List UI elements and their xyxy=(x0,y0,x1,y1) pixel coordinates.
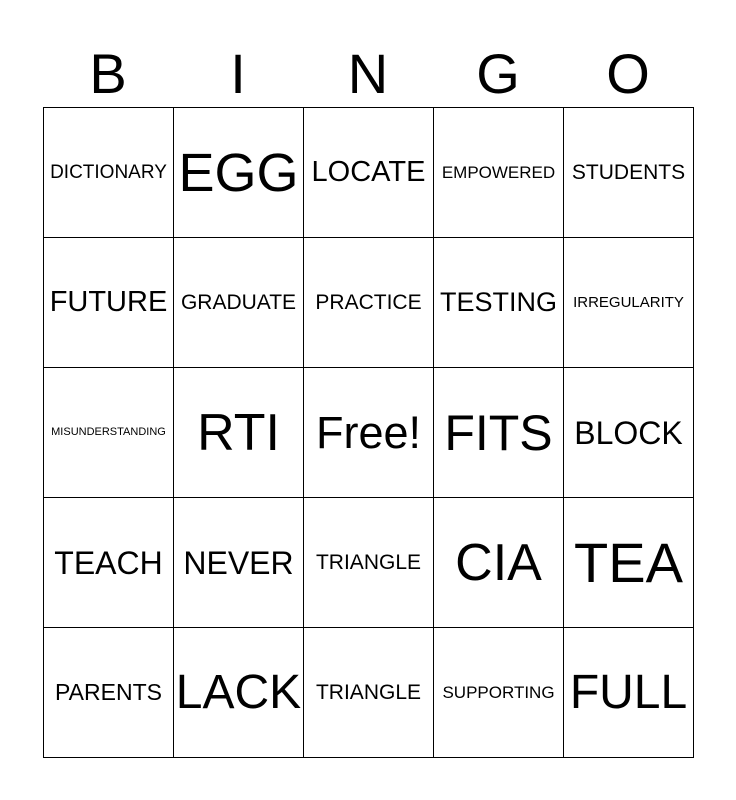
bingo-cell: CIA xyxy=(434,498,564,628)
bingo-header xyxy=(43,40,693,108)
bingo-cell: IRREGULARITY xyxy=(564,238,694,368)
bingo-cell: LACK xyxy=(174,628,304,758)
bingo-cell: TEACH xyxy=(44,498,174,628)
bingo-cell: FULL xyxy=(564,628,694,758)
header-letter-n: N xyxy=(347,42,389,105)
bingo-cell free-space: Free! xyxy=(304,368,434,498)
bingo-cell: LOCATE xyxy=(304,108,434,238)
bingo-cell: PARENTS xyxy=(44,628,174,758)
bingo-board xyxy=(43,107,694,758)
bingo-cell: BLOCK xyxy=(564,368,694,498)
bingo-cell: NEVER xyxy=(174,498,304,628)
bingo-cell: TEA xyxy=(564,498,694,628)
bingo-cell: FITS xyxy=(434,368,564,498)
bingo-cell: TESTING xyxy=(434,238,564,368)
header-letter-o: O xyxy=(606,42,650,105)
bingo-cell: DICTIONARY xyxy=(44,108,174,238)
header-letter-g: G xyxy=(476,42,520,105)
bingo-cell: TRIANGLE xyxy=(304,628,434,758)
bingo-cell: FUTURE xyxy=(44,238,174,368)
bingo-cell: EGG xyxy=(174,108,304,238)
bingo-cell: MISUNDERSTANDING xyxy=(44,368,174,498)
bingo-cell: STUDENTS xyxy=(564,108,694,238)
header-letter-i: I xyxy=(230,42,246,105)
bingo-cell: GRADUATE xyxy=(174,238,304,368)
bingo-cell: TRIANGLE xyxy=(304,498,434,628)
bingo-cell: EMPOWERED xyxy=(434,108,564,238)
bingo-cell: SUPPORTING xyxy=(434,628,564,758)
bingo-cell: RTI xyxy=(174,368,304,498)
bingo-cell: PRACTICE xyxy=(304,238,434,368)
header-letter-b: B xyxy=(89,42,127,105)
